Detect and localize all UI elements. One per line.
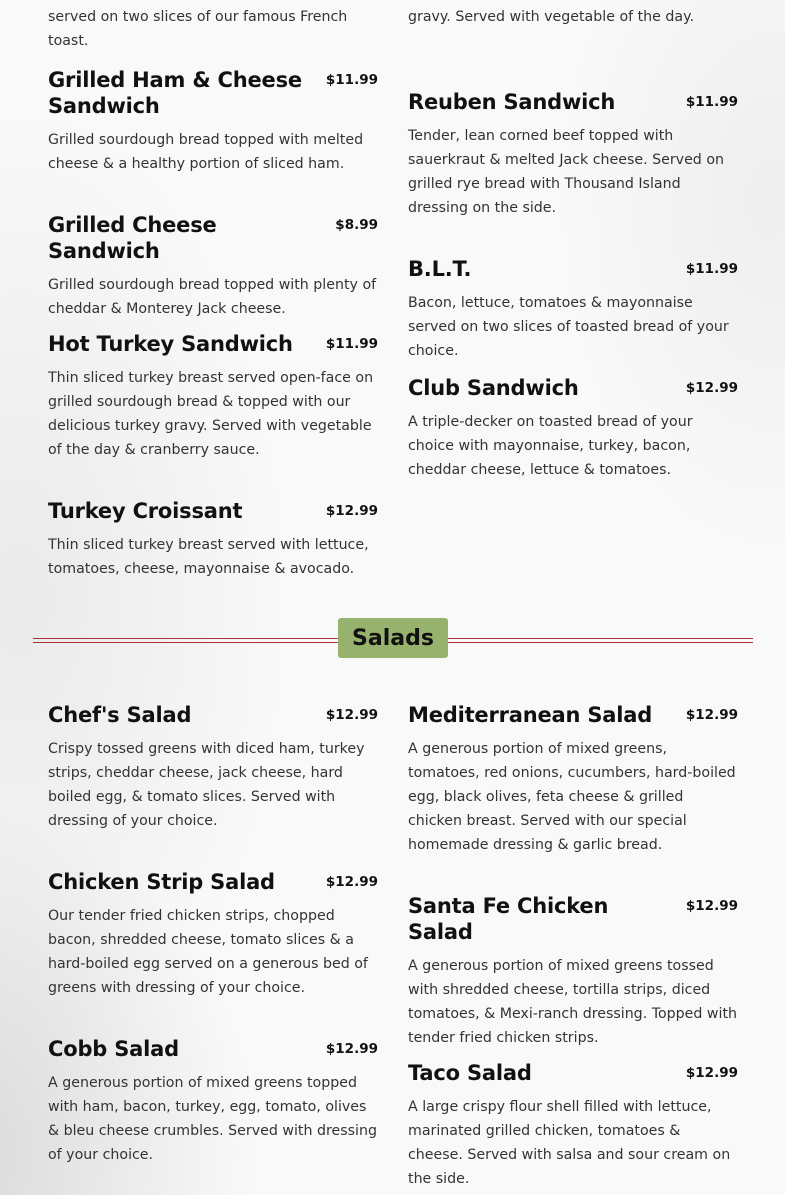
item-price: $12.99 <box>325 707 378 723</box>
menu-item <box>408 89 738 220</box>
item-price: $11.99 <box>325 336 378 352</box>
item-price: $12.99 <box>685 1065 738 1081</box>
menu-item <box>48 212 378 321</box>
menu-item <box>408 702 738 857</box>
section-title: Salads <box>352 625 434 651</box>
item-description: Bacon, lettuce, tomatoes & mayonnaise served on two slices of toasted bread of your choice. <box>408 295 729 359</box>
item-description-partial: served on two slices of our famous French toast. <box>48 9 348 49</box>
item-description-partial: gravy. Served with vegetable of the day. <box>408 9 694 25</box>
menu-item <box>48 1036 378 1167</box>
item-description: Thin sliced turkey breast served open-face on grilled sourdough bread & topped with our delicious turkey gravy. Served with vegetable of the day & cranberry sauce. <box>48 370 374 458</box>
menu-item <box>408 893 738 1050</box>
item-description: A triple-decker on toasted bread of your choice with mayonnaise, turkey, bacon, cheddar cheese, lettuce & tomatoes. <box>408 414 693 478</box>
item-price: $12.99 <box>685 707 738 723</box>
item-description: Thin sliced turkey breast served with lettuce, tomatoes, cheese, mayonnaise & avocado. <box>48 537 369 577</box>
item-name: B.L.T. <box>408 257 472 281</box>
item-description: A large crispy flour shell filled with lettuce, marinated grilled chicken, tomatoes & cheese. Served with salsa and sour cream on the side. <box>408 1099 731 1187</box>
item-name: Santa Fe Chicken Salad <box>408 894 609 944</box>
item-name: Mediterranean Salad <box>408 703 653 727</box>
item-price: $11.99 <box>325 72 378 88</box>
menu-item <box>48 498 378 581</box>
item-price: $12.99 <box>685 898 738 914</box>
menu-item <box>48 869 378 1000</box>
item-name: Chicken Strip Salad <box>48 870 275 894</box>
item-price: $11.99 <box>685 94 738 110</box>
item-price: $12.99 <box>325 503 378 519</box>
item-price: $12.99 <box>685 380 738 396</box>
item-name: Reuben Sandwich <box>408 90 616 114</box>
section-header-badge <box>338 618 448 658</box>
item-description: A generous portion of mixed greens topped with ham, bacon, turkey, egg, tomato, olives & bleu cheese crumbles. Served with dressing of your choice. <box>48 1075 377 1163</box>
item-description: Grilled sourdough bread topped with plenty of cheddar & Monterey Jack cheese. <box>48 277 377 317</box>
menu-item <box>408 256 738 363</box>
item-price: $12.99 <box>325 874 378 890</box>
item-price: $11.99 <box>685 261 738 277</box>
item-name: Cobb Salad <box>48 1037 179 1061</box>
menu-item <box>48 67 378 176</box>
item-description: Tender, lean corned beef topped with sauerkraut & melted Jack cheese. Served on grilled rye bread with Thousand Island dressing on the side. <box>408 128 724 216</box>
item-name: Chef's Salad <box>48 703 192 727</box>
item-description: Grilled sourdough bread topped with melted cheese & a healthy portion of sliced ham. <box>48 132 364 172</box>
item-description: Crispy tossed greens with diced ham, turkey strips, cheddar cheese, jack cheese, hard boiled egg, & tomato slices. Served with dressing of your choice. <box>48 741 365 829</box>
menu-item <box>48 331 378 462</box>
item-name: Grilled Cheese Sandwich <box>48 213 217 263</box>
item-name: Taco Salad <box>408 1061 532 1085</box>
item-price: $12.99 <box>325 1041 378 1057</box>
item-name: Grilled Ham & Cheese Sandwich <box>48 68 302 118</box>
item-name: Club Sandwich <box>408 376 579 400</box>
menu-item <box>408 375 738 482</box>
item-price: $8.99 <box>335 217 378 233</box>
item-name: Turkey Croissant <box>48 499 243 523</box>
item-description: A generous portion of mixed greens, tomatoes, red onions, cucumbers, hard-boiled egg, black olives, feta cheese & grilled chicken breast. Served with our special homemade dressing & garlic bread. <box>408 741 736 853</box>
item-name: Hot Turkey Sandwich <box>48 332 293 356</box>
item-description: Our tender fried chicken strips, chopped bacon, shredded cheese, tomato slices & a hard-boiled egg served on a generous bed of greens with dressing of your choice. <box>48 908 368 996</box>
item-description: A generous portion of mixed greens tossed with shredded cheese, tortilla strips, diced tomatoes, & Mexi-ranch dressing. Topped with tender fried chicken strips. <box>408 958 737 1046</box>
menu-item <box>48 702 378 833</box>
menu-item <box>408 1060 738 1191</box>
